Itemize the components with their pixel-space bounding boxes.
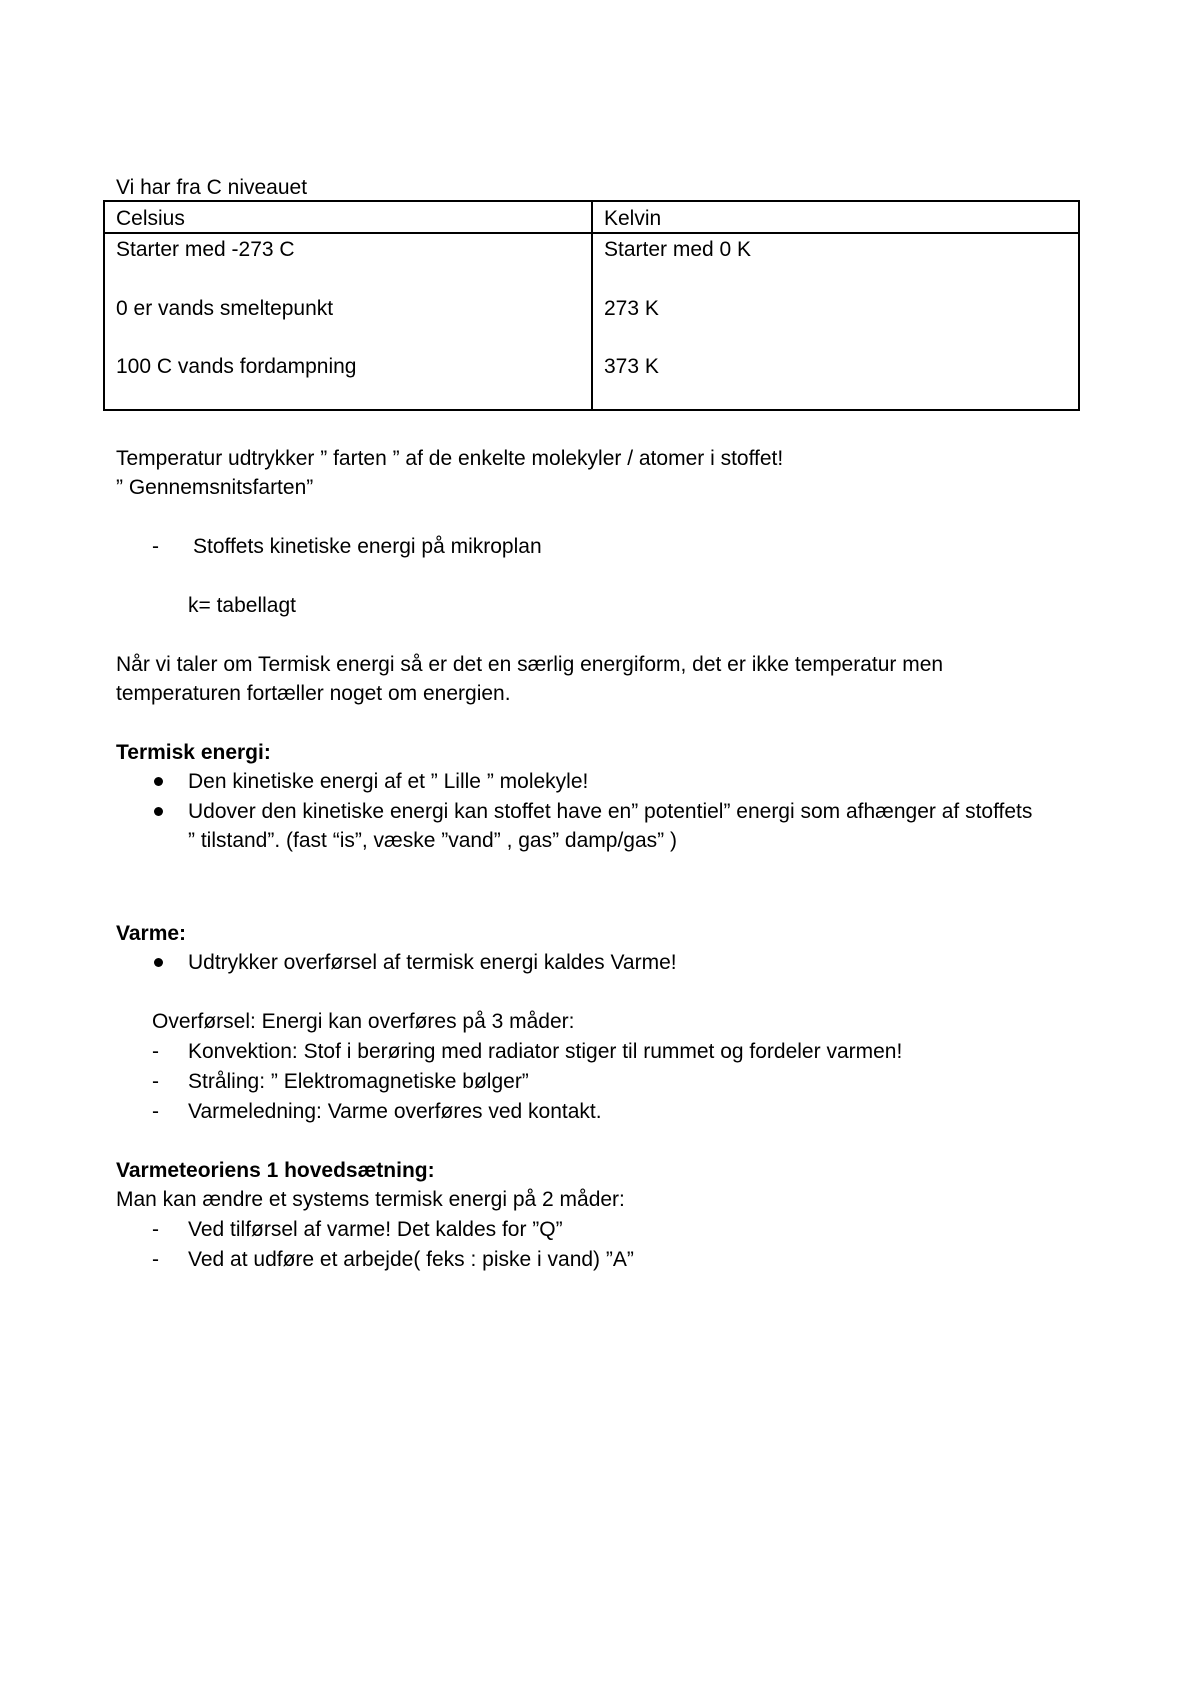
table-cell: Starter med 0 K — [604, 238, 752, 261]
dash-marker: - — [152, 1218, 159, 1241]
varme-item-konvektion: Konvektion: Stof i berøring med radiator stiger til rummet og fordeler varmen! — [188, 1040, 903, 1063]
varme-heading: Varme: — [116, 922, 187, 945]
hovedsaetning-item-q: Ved tilførsel af varme! Det kaldes for ”Q” — [188, 1218, 563, 1241]
table-cell: Starter med -273 C — [116, 238, 295, 261]
termisk-bullet-1: Den kinetiske energi af et ” Lille ” molekyle! — [188, 770, 589, 793]
dash-marker: - — [152, 1070, 159, 1093]
table-header-kelvin: Kelvin — [604, 207, 662, 230]
varme-item-straaling: Stråling: ” Elektromagnetiske bølger” — [188, 1070, 529, 1093]
table-cell: 0 er vands smeltepunkt — [116, 297, 334, 320]
intro-text: Vi har fra C niveauet — [116, 176, 308, 199]
termisk-heading: Termisk energi: — [116, 741, 271, 764]
temperature-table — [103, 200, 1080, 411]
dash-marker: - — [152, 1100, 159, 1123]
formula-text: k= tabellagt — [188, 594, 296, 617]
termisk-bullet-2: Udover den kinetiske energi kan stoffet have en” potentiel” energi som afhænger af stoffets — [188, 800, 1033, 823]
table-cell: 273 K — [604, 297, 659, 320]
temperature-line-1: Temperatur udtrykker ” farten ” af de enkelte molekyler / atomer i stoffet! — [116, 447, 784, 470]
table-header-divider — [105, 232, 1078, 234]
varme-item-varmeledning: Varmeledning: Varme overføres ved kontakt. — [188, 1100, 602, 1123]
dash-marker: - — [152, 1040, 159, 1063]
hovedsaetning-heading: Varmeteoriens 1 hovedsætning: — [116, 1159, 435, 1182]
bullet-icon — [154, 958, 163, 967]
kinetic-energy-item: Stoffets kinetiske energi på mikroplan — [193, 535, 542, 558]
table-header-celsius: Celsius — [116, 207, 185, 230]
table-cell: 100 C vands fordampning — [116, 355, 357, 378]
table-cell: 373 K — [604, 355, 659, 378]
varme-bullet: Udtrykker overførsel af termisk energi kaldes Varme! — [188, 951, 677, 974]
hovedsaetning-item-a: Ved at udføre et arbejde( feks : piske i vand) ”A” — [188, 1248, 634, 1271]
overforsel-text: Overførsel: Energi kan overføres på 3 måder: — [152, 1010, 575, 1033]
dash-marker: - — [152, 1248, 159, 1271]
temperature-line-2: ” Gennemsnitsfarten” — [116, 476, 314, 499]
bullet-icon — [154, 777, 163, 786]
termisk-intro-line-2: temperaturen fortæller noget om energien. — [116, 682, 511, 705]
termisk-bullet-2-continued: ” tilstand”. (fast “is”, væske ”vand” , gas” damp/gas” ) — [188, 829, 677, 852]
termisk-intro-line-1: Når vi taler om Termisk energi så er det en særlig energiform, det er ikke temperatur men — [116, 653, 944, 676]
bullet-icon — [154, 807, 163, 816]
hovedsaetning-line: Man kan ændre et systems termisk energi på 2 måder: — [116, 1188, 625, 1211]
dash-marker: - — [152, 535, 159, 558]
